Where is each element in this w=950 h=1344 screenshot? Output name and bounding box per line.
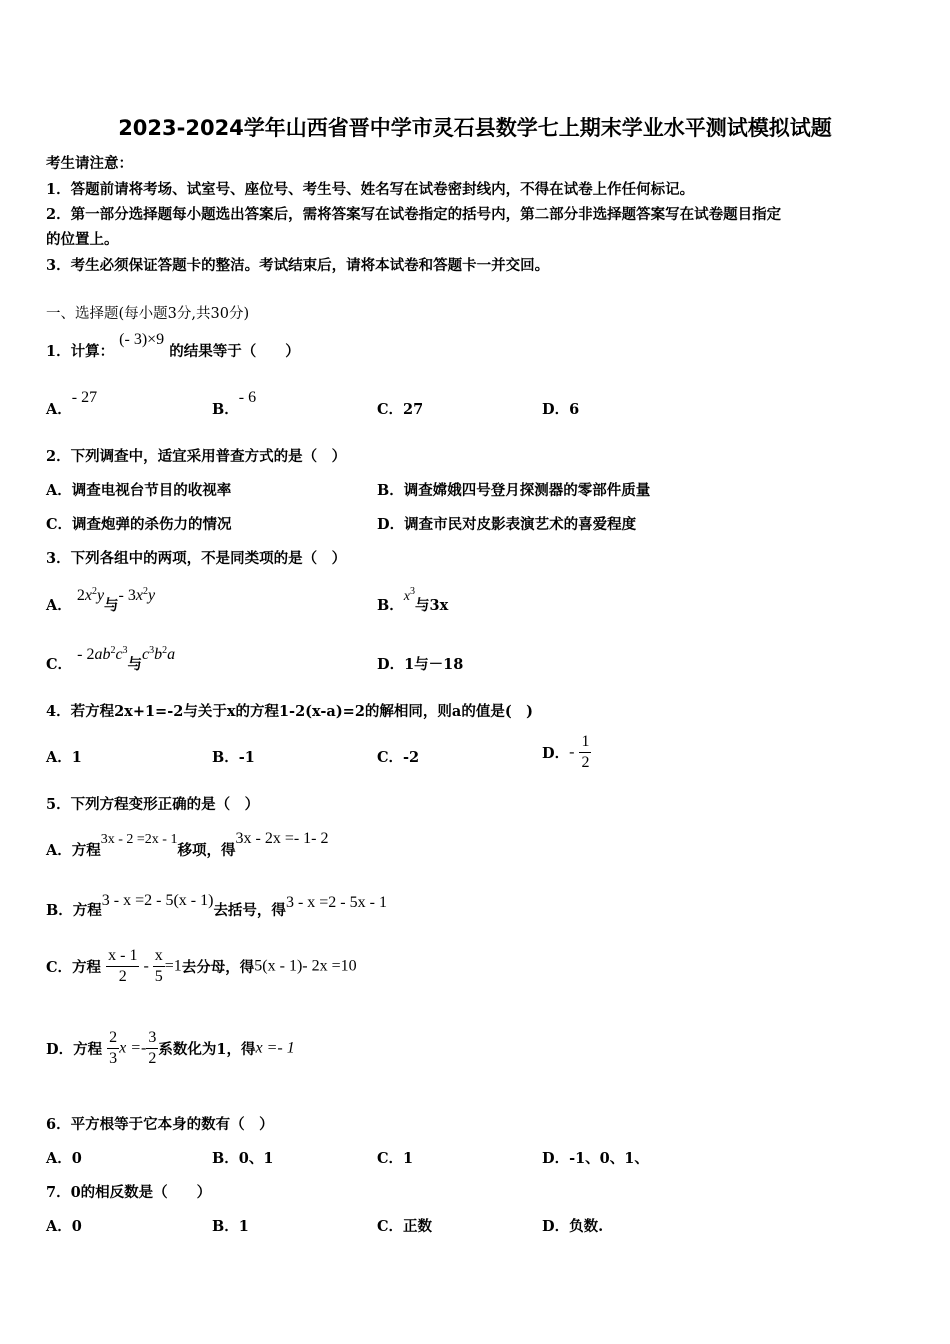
q3-c-expr2: $c^3b^2a$ (142, 645, 176, 663)
q6-option-c: C．1 (377, 1150, 414, 1167)
minus-sign: - (139, 957, 153, 975)
option-label: A． (46, 401, 72, 418)
q5-option-a (46, 830, 329, 860)
fraction-denominator: 2 (581, 754, 590, 771)
q3-a-expr2: - $3x^2y$ (118, 586, 156, 604)
q1-option-b (212, 389, 257, 419)
q3-c-join: 与 (127, 656, 143, 673)
q5-a-expr2: 3x - 2x =- 1- 2 (235, 830, 329, 847)
q2-option-b: B．调查嫦娥四号登月探测器的零部件质量 (377, 482, 651, 499)
q3-option-c (46, 645, 176, 674)
option-label: D．方程 (46, 1041, 103, 1058)
q5-c-fraction-1 (106, 946, 139, 987)
q1-suffix: 的结果等于（ ） (169, 343, 300, 360)
question-6: 6．平方根等于它本身的数有（ ） (46, 1116, 274, 1133)
q1-a-value: - 27 (71, 389, 98, 406)
q4-option-a: A．1 (46, 749, 82, 766)
fraction-denominator: 5 (154, 968, 163, 985)
q3-a-expr1: $2x^2y$ (76, 586, 105, 604)
q4-option-c: C．-2 (377, 749, 420, 766)
q6-option-d: D．-1、0、1、 (542, 1150, 649, 1167)
q3-option-b (377, 586, 449, 615)
q7-option-c: C．正数 (377, 1218, 433, 1235)
q4-d-fraction (579, 732, 591, 773)
q5-c-equals: =1 (164, 957, 182, 975)
option-label: C． (46, 656, 73, 673)
question-2: 2．下列调查中，适宜采用普查方式的是（ ） (46, 448, 347, 465)
q5-b-expr2: 3 - x =2 - 5x - 1 (285, 894, 387, 911)
q5-option-c (46, 946, 357, 987)
option-label: B．方程 (46, 902, 102, 919)
q5-d-fraction-2 (146, 1028, 158, 1069)
q2-option-a: A．调查电视台节目的收视率 (46, 482, 232, 499)
question-3: 3．下列各组中的两项，不是同类项的是（ ） (46, 550, 347, 567)
q5-c-fraction-2 (153, 946, 165, 987)
option-label: D． (542, 745, 570, 762)
notice-item-2: 2．第一部分选择题每小题选出答案后，需将答案写在试卷指定的括号内，第二部分非选择题答案写在试卷题目指定 (46, 206, 782, 223)
q5-c-expr2: 5(x - 1)- 2x =10 (254, 957, 357, 975)
q5-b-expr1: 3 - x =2 - 5(x - 1) (101, 892, 214, 909)
q3-c-expr1: - $2ab^2c^3$ (77, 645, 128, 663)
q1-option-d: D．6 (542, 401, 580, 418)
q4-d-sign: - (569, 743, 575, 761)
fraction-numerator: x - 1 (106, 946, 139, 967)
q3-option-d: D．1与－18 (377, 656, 464, 673)
fraction-denominator: 2 (148, 1050, 157, 1067)
fraction-numerator: 2 (107, 1028, 119, 1049)
q5-d-fraction-1 (107, 1028, 119, 1069)
q5-b-mid: 去括号，得 (213, 902, 286, 919)
exam-title: 2023-2024学年山西省晋中学市灵石县数学七上期末学业水平测试模拟试题 (118, 116, 832, 140)
q7-option-b: B．1 (212, 1218, 249, 1235)
question-7: 7．0的相反数是（ ） (46, 1184, 212, 1201)
option-label: B． (212, 401, 239, 418)
q1-b-value: - 6 (238, 389, 257, 406)
q5-option-d (46, 1028, 295, 1069)
q1-option-a (46, 389, 98, 419)
q4-option-d (542, 732, 591, 773)
q1-prefix: 1．计算： (46, 343, 115, 360)
q5-d-mid: 系数化为1，得 (158, 1041, 256, 1058)
q2-option-d: D．调查市民对皮影表演艺术的喜爱程度 (377, 516, 637, 533)
option-label: B． (377, 597, 404, 614)
option-label: A． (46, 597, 72, 614)
section-heading: 一、选择题(每小题3分,共30分) (46, 306, 250, 322)
q3-b-expr: $x^3$ (403, 586, 415, 604)
q3-a-join: 与 (104, 597, 119, 614)
q4-option-b: B．-1 (212, 749, 255, 766)
question-1 (46, 331, 300, 361)
q5-c-mid: 去分母，得 (181, 959, 255, 976)
fraction-denominator: 2 (118, 968, 127, 985)
notice-item-3: 3．考生必须保证答题卡的整洁。考试结束后，请将本试卷和答题卡一并交回。 (46, 257, 550, 274)
fraction-numerator: 1 (579, 732, 591, 753)
q1-option-c: C．27 (377, 401, 424, 418)
q5-d-x: x =- (119, 1039, 147, 1057)
notice-item-1: 1．答题前请将考场、试室号、座位号、考生号、姓名写在试卷密封线内，不得在试卷上作任何标记。 (46, 181, 695, 198)
question-5: 5．下列方程变形正确的是（ ） (46, 796, 260, 813)
question-4: 4．若方程2x+1=-2与关于x的方程1-2(x-a)=2的解相同，则a的值是( ) (46, 703, 534, 720)
q3-b-join: 与3x (414, 597, 449, 614)
fraction-numerator: x (153, 946, 165, 967)
option-label: A．方程 (46, 842, 101, 859)
q7-option-a: A．0 (46, 1218, 82, 1235)
notice-heading: 考生请注意： (46, 155, 133, 172)
q5-a-mid: 移项，得 (177, 842, 236, 859)
notice-item-2-cont: 的位置上。 (46, 231, 119, 248)
fraction-denominator: 3 (109, 1050, 118, 1067)
q3-option-a (46, 586, 156, 615)
q7-option-d: D．负数. (542, 1218, 604, 1235)
option-label: C．方程 (46, 959, 102, 976)
q6-option-b: B．0、1 (212, 1150, 274, 1167)
q2-option-c: C．调查炮弹的杀伤力的情况 (46, 516, 232, 533)
q5-option-b (46, 892, 387, 920)
q1-expression: (- 3)×9 (119, 331, 165, 348)
fraction-numerator: 3 (146, 1028, 158, 1049)
q5-a-expr1: 3x - 2 =2x - 1 (100, 832, 178, 847)
q6-option-a: A．0 (46, 1150, 82, 1167)
q5-d-expr2: x =- 1 (255, 1039, 295, 1057)
